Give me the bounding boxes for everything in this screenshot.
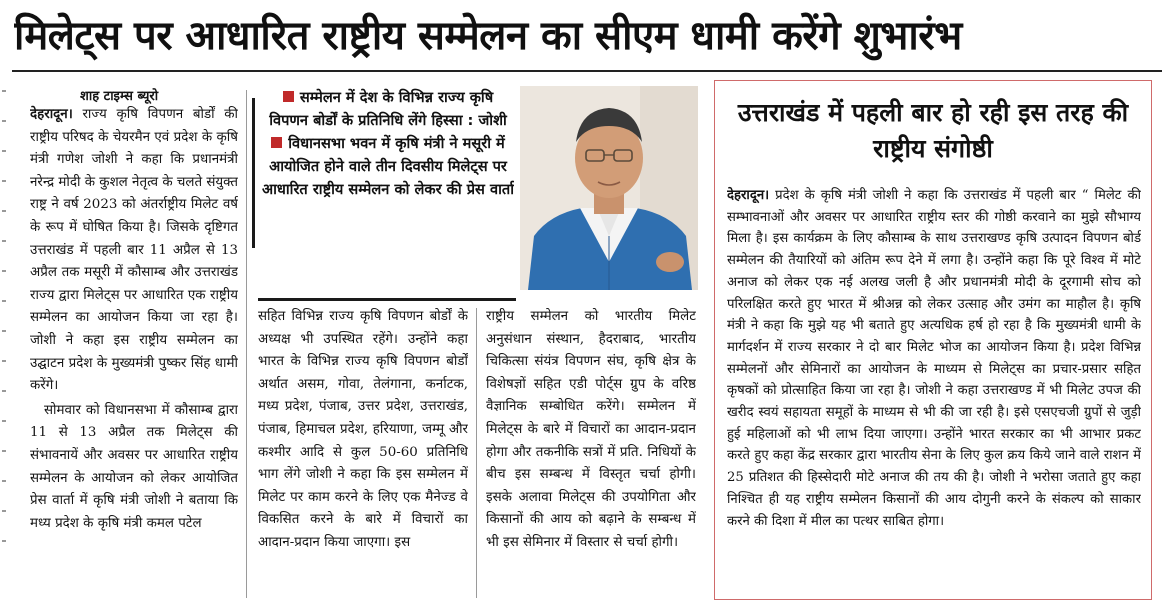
dateline: देहरादून। bbox=[30, 106, 73, 122]
square-bullet-icon bbox=[283, 91, 294, 102]
sidebar-box bbox=[714, 80, 1152, 600]
column-divider bbox=[246, 90, 247, 598]
pullquote-rule bbox=[258, 298, 516, 301]
square-bullet-icon bbox=[271, 137, 282, 148]
article-paragraph-1: देहरादून। राज्य कृषि विपणन बोर्डों की राष्ट्रीय परिषद के चेयरमैन एवं प्रदेश के कृषि मंत्री गणेश जोशी ने कहा कि प्रधानमंत्री नरेन्द्र मोदी के कुशल नेतृत्व के चलते संयुक्त राष्ट्र ने वर्ष 2023 को अंतर्राष्ट्रीय मिलेट वर्ष के रूप में घोषित किया है। जिसके दृष्टिगत उत्तराखंड में पहली बार 11 अप्रैल से 13 अप्रैल तक मसूरी में कौसाम्ब और उत्तराखंड राज्य द्वारा मिलेट्स पर आधारित एक राष्ट्रीय सम्मेलन का आयोजन किया जा रहा है। जोशी ने कहा इस राष्ट्रीय सम्मेलन का उद्घाटन प्रदेश के मुख्यमंत्री पुष्कर सिंह धामी करेंगे। bbox=[30, 106, 238, 394]
margin-marks bbox=[0, 90, 12, 590]
pullquote-bar bbox=[252, 98, 255, 248]
headline: मिलेट्स पर आधारित राष्ट्रीय सम्मेलन का सीएम धामी करेंगे शुभारंभ bbox=[14, 13, 962, 59]
sidebar-headline: उत्तराखंड में पहली बार हो रही इस तरह की राष्ट्रीय संगोष्ठी bbox=[737, 98, 1129, 163]
headline-rule bbox=[12, 70, 1162, 72]
article-paragraph-4: राष्ट्रीय सम्मेलन को भारतीय मिलेट अनुसंधान संस्थान, हैदराबाद, भारतीय चिकित्सा संयंत्र विपणन संघ, कृषि क्षेत्र के विशेषज्ञों सहित एडी पोर्ट्स ग्रुप के वरिष्ठ वैज्ञानिक सम्बोधित करेंगे। सम्मेलन में मिलेट्स के बारे में विचारों का आदान-प्रदान होगा और तकनीकि सत्रों में प्रति. निधियों के बीच इस सम्बन्ध में विस्तृत चर्चा होगी। इसके अलावा मिलेट्स की उपयोगिता और किसानों की आय को बढ़ाने के सम्बन्ध में भी इस सेमिनार में विस्तार से चर्चा होगी। bbox=[486, 309, 696, 550]
pullquote-item-2: विधानसभा भवन में कृषि मंत्री ने मसूरी में आयोजित होने वाले तीन दिवसीय मिलेट्स पर आधारित राष्ट्रीय सम्मेलन को लेकर की प्रेस वार्ता bbox=[262, 135, 514, 198]
portrait-image bbox=[520, 86, 698, 290]
article-paragraph-2: सोमवार को विधानसभा में कौसाम्ब द्वारा 11 से 13 अप्रैल तक मिलेट्स की संभावनायें और अवसर पर आधारित राष्ट्रीय सम्मेलन के आयोजन को लेकर आयोजित प्रेस वार्ता में कृषि मंत्री जोशी ने बताया कि मध्य प्रदेश के कृषि मंत्री कमल पटेल bbox=[30, 402, 238, 531]
byline: शाह टाइम्स ब्यूरो bbox=[80, 89, 159, 104]
article-paragraph-3: सहित विभिन्न राज्य कृषि विपणन बोर्डों के अध्यक्ष भी उपस्थित रहेंगे। उन्होंने कहा भारत के विभिन्न राज्य कृषि विपणन बोर्डों अर्थात असम, गोवा, तेलंगाना, कर्नाटक, मध्य प्रदेश, पंजाब, उत्तर प्रदेश, उत्तराखंड, पंजाब, हिमाचल प्रदेश, हरियाणा, जम्मू और कश्मीर आदि से कुल 50-60 प्रतिनिधि भाग लेंगे जोशी ने कहा कि इस सम्मेलन में मिलेट पर काम करने के लिए एक मैनेज्ड वे विकसित करने के बारे में विचारों का आदान-प्रदान किया जाएगा। इस bbox=[258, 309, 468, 550]
sidebar-dateline: देहरादून। bbox=[727, 188, 770, 203]
article-column-2 bbox=[258, 306, 468, 600]
article-column-1 bbox=[30, 103, 238, 601]
minister-photo bbox=[520, 86, 698, 290]
pullquote-item-1: सम्मेलन में देश के विभिन्न राज्य कृषि विपणन बोर्डों के प्रतिनिधि लेंगे हिस्सा : जोशी bbox=[269, 89, 507, 129]
column-divider bbox=[476, 308, 477, 598]
pullquote bbox=[262, 86, 514, 294]
article-column-3 bbox=[486, 306, 696, 600]
sidebar-text: देहरादून। प्रदेश के कृषि मंत्री जोशी ने कहा कि उत्तराखंड में पहली बार “ मिलेट की सम्भावनाओं और अवसर पर आधारित राष्ट्रीय स्तर की गोष्ठी करवाने का मुझे सौभाग्य मिला है। इस कार्यक्रम के लिए कौसाम्ब के साथ उत्तराखण्ड कृषि उत्पादन विपणन बोर्ड सम्मेलन की तैयारियों को अंतिम रूप देने में लगा है। उन्होंने कहा कि पूरे विश्व में मोटे अनाज को लेकर एक नई अलख जली है और प्रधानमंत्री मोदी के दूरगामी सोच को परिलक्षित करते हुए भारत में श्रीअन्न को लेकर उत्साह और उमंग का माहौल है। कृषि मंत्री ने कहा कि मुझे यह भी बताते हुए अत्यधिक हर्ष हो रहा है कि मुख्यमंत्री धामी के मार्गदर्शन में राज्य सरकार ने दो बार मिलेट भोज का आयोजन किया है। प्रदेश विभिन्न सम्मेलनों और सेमिनारों का आयोजन के माध्यम से मिलेट्स का प्रचार-प्रसार सहित कृषकों को प्रोत्साहित किया जा रहा है। जोशी ने कहा उत्तराखण्ड में भी मिलेट उपज की खरीद स्वयं सहायता समूहों के माध्यम से भी की जा रही है। इसे एसएचजी ग्रुपों से जुड़ी हुई महिलाओं को भी लाभ दिया जाएगा। उन्होंने भारत सरकार का भी आभार प्रकट करते हुए कहा केंद्र सरकार द्वारा भारतीय सेना के लिए कुल क्रय किये जाने वाले राशन में 25 प्रतिशत की हिस्सेदारी मोटे अनाज की तय की है। जोशी ने भरोसा जताते हुए कहा निश्चित ही यह राष्ट्रीय सम्मेलन किसानों की आय दोगुनी करने के संकल्प को साकार करने की दिशा में मील का पत्थर साबित होगा। bbox=[727, 188, 1141, 529]
